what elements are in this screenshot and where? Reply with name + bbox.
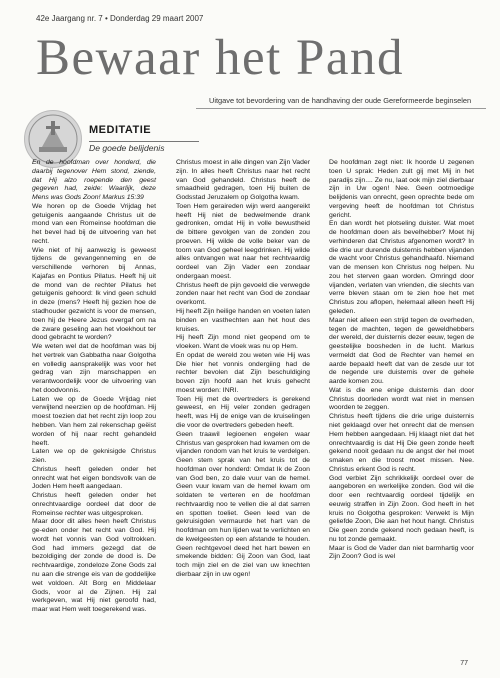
- opening-quote: En de hoofdman over honderd, die daarbij tegenover Hem stond, ziende, dat Hij alzo roepende den geest gegeven had, zeide: Waarlijk, deze Mens was Gods Zoon! Markus 15:39: [32, 159, 156, 202]
- masthead-tagline: Uitgave tot bevordering van de handhaving der oude Gereformeerde beginselen: [209, 96, 472, 105]
- masthead-title: Bewaar het Pand: [36, 30, 405, 86]
- paragraph: Geen traawil legioenen engelen waar Christus van gesproken had kwamen om de vijanden rondom van het kruis te verdelgen. Geen stem sprak van het kruis tot de hoofdman over honderd: Omdat Ik de Zoon van God ben, zo dale vuur van de hemel. Geen vuur kwam van de hemel kwam om soldaten te verteren en de hoofdman rechtvaardig noo te vellen die al dat sarren en spotten toeliet. Geen leed van de gekruisigden vermaurde het hart van de hoofdman om hun lijden wat te verlichten en de kwelgeesten op een afstande te houden. Geen rechtgevoel deed het hart bewen en smekende bidden: Gij Zoon van God, laat toch mijn ziel en de ziel van uw knechten dierbaar zijn in uw ogen!: [176, 430, 310, 578]
- paragraph: Christus moest in alle dingen van Zijn Vader zijn. In alles heeft Christus naar het recht van God gehandeld. Christus heeft de smaadheid gedragen, toen Hij buiten de Godsstad Jeruzalem op Golgotha kwam.: [176, 159, 310, 202]
- paragraph: Hij heeft Zijn mond niet geopend om te vloeken. Want de vloek was nu op Hem.: [176, 334, 310, 351]
- text-column-2: [176, 159, 310, 580]
- issue-line: 42e Jaargang nr. 7 • Donderdag 29 maart 2007: [36, 14, 204, 23]
- text-column-1: [32, 159, 156, 615]
- paragraph: En dan wordt het plotseling duister. Wat moet de hoofdman doen als bevelhebber? Moet hij verhinderen dat Christus afgenomen wordt? In die drie uur durende duisternis hebben vijanden de wacht voor Christus gehandhaafd. Niemand van de mensen kon Christus nog helpen. Nu zou het sterven gaan worden. Omringd door vijanden, verlaten van vrienden, die slechts van verre bleven staan om te zien hoe het met Christus zou aflopen, helemaal alleen heeft Hij geleden.: [329, 220, 474, 316]
- paragraph: Wie niet of hij aanwezig is geweest tijdens de gevangenneming en de verschillende verhoren bij Annas, Kajafas en Pontius Pilatus. Heeft hij uit de mond van de rechter Pilatus het getuigenis gehoord: Ik vind geen schuld in deze (mens? Heeft hij gezien hoe de stadhouder gezwicht is voor de mensen, toen hij de Heere Jezus overgaf om na de zware geseling aan het vloekhout ter dood gebracht te worden?: [32, 246, 156, 342]
- page-number: 77: [460, 660, 468, 667]
- masthead-divider: [196, 108, 486, 109]
- paragraph: Toen Hem geraireden wijn werd aangereikt heeft Hij niet de bedwelmende drank gedronken, omdat Hij in volle bewustheid de bittere gevolgen van de zonden zou proeven. Hij wilde de volle beker van de toorn van God geheel leegdrinken. Hij wilde alles ontvangen wat naar het rechtvaardig oordeel van Zijn Vader een zondaar ondergaan moest.: [176, 202, 310, 280]
- section-divider: [89, 141, 199, 142]
- text-column-3: [329, 159, 474, 562]
- section-title: MEDITATIE: [89, 124, 152, 136]
- paragraph: De hoofdman zegt niet: Ik hoorde U zegenen toen U sprak: Heden zult gij met Mij in het paradijs zijn.... Ze nu, laat ook mijn ziel dierbaar zijn in Uw ogen! Nee. Geen ootmoedige belijdenis van onrecht, geen oprechte bede om vergeving heeft de hoofdman tot Christus gericht.: [329, 159, 474, 219]
- paragraph: Maar door dit alles heen heeft Christus ge-eden onder het recht van God. Hij wordt het vonnis van God voltrokken. God had immers gezegd dat de bezoldiging der zonde de dood is. De rechtvaardige, zondeloze Zone Gods zal nu aan die strenge eis van de goddelijke wet voldoen. Alt Borg en Middelaar Gods, voor al de Zijnen. Hij zal werkgeven, wat Hij niet geroofd had, maar wat Hem welt toegerekend was.: [32, 518, 156, 614]
- paragraph: Christus heeft tijdens die drie urige duisternis niet geklaagd over het onrecht dat de mensen Hem hebben aangedaan. Hij klaagt niet dat het onrechtvaardig is dat Hij Die geen zonde heeft gekend nooit gedaan nu de angst der hel moet smaken en die troost moet missen. Nee. Christus erkent God is recht.: [329, 413, 474, 473]
- paragraph: Laten we op de Goede Vrijdag niet verwijtend neerzien op de hoofdman. Hij moest toezien dat het recht zijn loop zou hebben. Van hem zal rekenschap geëist worden of hij naar recht gehandeld heeft.: [32, 395, 156, 447]
- paragraph: Maar niet alleen een strijd tegen de overheden, tegen de machten, tegen de geweldhebbers der wereld, der duisternis dezer eeuw, tegen de geestelijke boosheden in de lucht. Markus vermeldt dat God de Rechter van hemel en aarde bepaald heeft dat van de zesde uur tot de negende ure duisternis over de gehele aarde komen zou.: [329, 316, 474, 386]
- paragraph: God verbiet Zijn schrikkelijk oordeel over de aangeboren en werkelijke zonden. God wil die door een rechtvaardig oordeel tijdelijk en eeuwig straffen in Zijn Zoon. God heeft in het kruis no Golgotha gesproken: Verwekt is Mijn geliefde Zoon, Die aan het hout hangt. Christus Die geen zonde gekend noch gedaan heeft, is nu tot zonde gemaakt.: [329, 474, 474, 543]
- paragraph: En opdat de wereld zou weten wie Hij was Die hier het vonnis ondergiing had de rechter bevolen dat Zijn beschuldiging boven zijn hoofd aan het kruis gehecht moest worden: INRI.: [176, 351, 310, 394]
- paragraph: Wat is die ene enige duisternis dan door Christus doorleden wordt wat niet in mensen woorden te zeggen.: [329, 386, 474, 412]
- paragraph: Toen Hij met de overtreders is gerekend geweest, en Hij veler zonden gedragen heeft, was Hij de enige van de kruiselingen die voor de overtreders gebeden heeft.: [176, 395, 310, 429]
- paragraph: Hij heeft Zijn heilige handen en voeten laten binden en vasthechten aan het hout des kruises.: [176, 308, 310, 333]
- paragraph: Christus heeft de pijn gevoeld die verwegde zonden naar het recht van God de zondaar overkomt.: [176, 281, 310, 307]
- paragraph: Maar is God de Vader dan niet barmhartig voor Zijn Zoon? God is wel: [329, 544, 474, 561]
- paragraph: We weten wel dat de hoofdman was bij het vertrek van Gabbatha naar Golgotha en volledig aansprakelijk was voor het gedrag van zijn manschappen en verantwoordelijk voor de uitvoering van het doodvonnis.: [32, 343, 156, 394]
- paragraph: Laten we op de geknisigde Christus zien.: [32, 448, 156, 465]
- section-subtitle: De goede belijdenis: [89, 143, 165, 153]
- paragraph: Christus heeft geleden onder het onrechtvaardige oordeel dat door de Romeinse rechter was uitgesproken.: [32, 492, 156, 517]
- paragraph: We horen op de Goede Vrijdag het getuigenis aangaande Christus uit de mond van een Romeinse hoofdman die het bevel had bij de uitvoering van het recht.: [32, 202, 156, 245]
- paragraph: Christus heeft geleden onder het onrecht wat het eigen bondsvolk van de Joden Hem heeft aangedaan.: [32, 465, 156, 491]
